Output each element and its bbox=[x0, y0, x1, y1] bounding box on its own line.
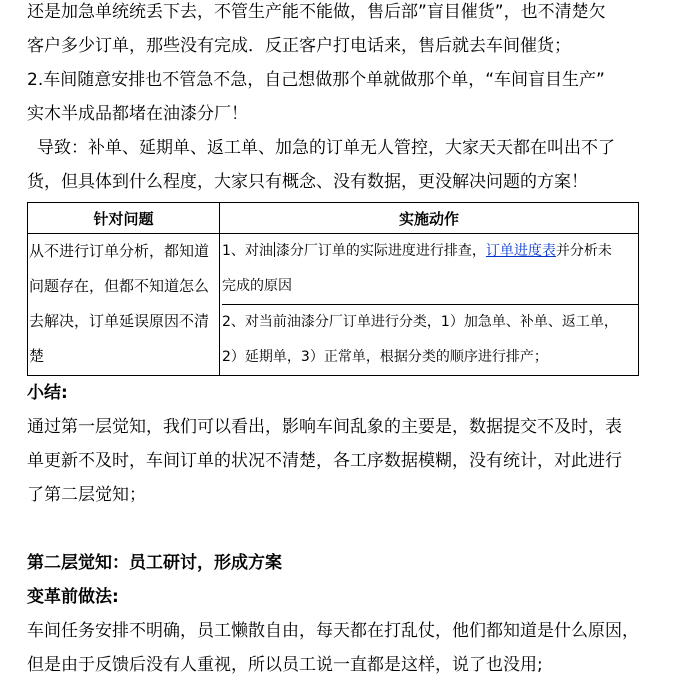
problem-line: 去解决，订单延误原因不清 bbox=[29, 312, 210, 330]
paragraph-line: 货，但具体到什么程度，大家只有概念、没有数据，更没解决问题的方案！ bbox=[27, 172, 588, 192]
summary-line: 了第二层觉知； bbox=[27, 485, 146, 505]
before-change-line: 但是由于反馈后没有人重视，所以员工说一直都是这样，说了也没用; bbox=[27, 655, 543, 675]
action-1-line-1 bbox=[222, 234, 638, 269]
paragraph-line: 实木半成品都堵在油漆分厂！ bbox=[27, 104, 248, 124]
action-1-suffix: 并分析未 bbox=[555, 243, 612, 259]
blank-line bbox=[27, 512, 647, 546]
action-item-2 bbox=[222, 305, 638, 375]
problem-line: 楚 bbox=[29, 347, 45, 365]
paragraph-line: 还是加急单统统丢下去，不管生产能不能做，售后部”盲目催货”，也不清楚欠 bbox=[27, 2, 606, 22]
summary-line: 单更新不及时，车间订单的状况不清楚，各工序数据模糊，没有统计，对此进行 bbox=[27, 451, 622, 471]
before-change-line: 车间任务安排不明确，员工懒散自由，每天都在打乱仗，他们都知道是什么原因， bbox=[27, 621, 639, 641]
problem-line: 从不进行订单分析，都知道 bbox=[29, 242, 210, 260]
before-change-heading: 变革前做法: bbox=[27, 587, 119, 607]
action-cell bbox=[220, 234, 639, 376]
table-header-row bbox=[28, 203, 639, 234]
document-body bbox=[27, 0, 647, 682]
paragraph-line: 客户多少订单，那些没有完成．反正客户打电话来，售后就去车间催货； bbox=[27, 36, 571, 56]
action-2-line-1: 2、对当前油漆分厂订单进行分类，1）加急单、补单、返工单， bbox=[222, 314, 618, 330]
section-2-heading: 第二层觉知：员工研讨，形成方案 bbox=[27, 553, 282, 573]
paragraph-line: 2.车间随意安排也不管急不急，自己想做那个单就做那个单，“车间盲目生产” bbox=[27, 70, 605, 90]
problem-cell bbox=[28, 234, 220, 376]
paragraph-line: 导致：补单、延期单、返工单、加急的订单无人管控，大家天天都在叫出不了 bbox=[37, 138, 615, 158]
header-problem: 针对问题 bbox=[28, 203, 220, 234]
problem-line: 问题存在，但都不知道怎么 bbox=[29, 277, 210, 295]
action-item-1 bbox=[222, 234, 638, 305]
action-1-line-2: 完成的原因 bbox=[222, 278, 292, 294]
problem-action-table bbox=[27, 202, 639, 376]
header-action: 实施动作 bbox=[220, 203, 639, 234]
action-2-line-2: 2）延期单，3）正常单，根据分类的顺序进行排产； bbox=[222, 349, 548, 365]
summary-heading: 小结: bbox=[27, 383, 68, 403]
action-1-text-a: 1、对油 bbox=[222, 243, 273, 259]
summary-line: 通过第一层觉知，我们可以看出，影响车间乱象的主要是，数据提交不及时，表 bbox=[27, 417, 622, 437]
order-progress-link[interactable]: 订单进度表 bbox=[485, 243, 556, 259]
action-1-text-b: 漆分厂订单的实际进度进行排查， bbox=[275, 243, 486, 259]
text-cursor bbox=[274, 242, 275, 257]
table-row bbox=[28, 234, 639, 376]
